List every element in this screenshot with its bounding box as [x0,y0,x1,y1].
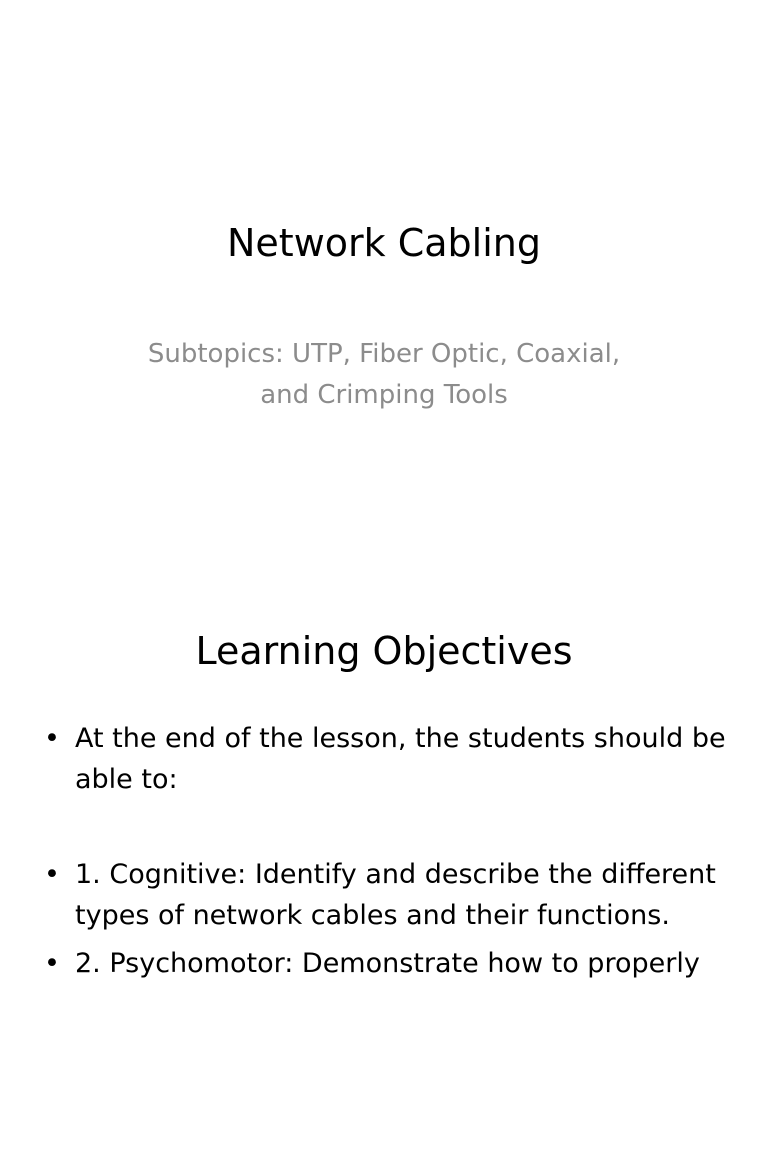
slide-title: Network Cabling [226,221,541,265]
bullet-item [40,718,730,800]
bullet-text: At the end of the lesson, the students should be able to: [75,723,726,795]
bullet-text: 2. Psychomotor: Demonstrate how to properly [75,948,700,979]
bullet-item [40,854,730,936]
objectives-slide [0,576,768,1152]
bullet-item [40,943,730,984]
bullet-icon: • [44,723,60,754]
bullet-icon: • [44,859,60,890]
subtitle-line: Subtopics: UTP, Fiber Optic, Coaxial, [147,339,621,369]
bullet-text: 1. Cognitive: Identify and describe the different types of network cables and their functions. [75,859,716,931]
bullet-list [40,718,730,984]
slide-title: Learning Objectives [195,629,573,673]
slide-subtitle [124,334,644,416]
bullet-icon: • [44,948,60,979]
subtitle-line: and Crimping Tools [260,380,508,410]
